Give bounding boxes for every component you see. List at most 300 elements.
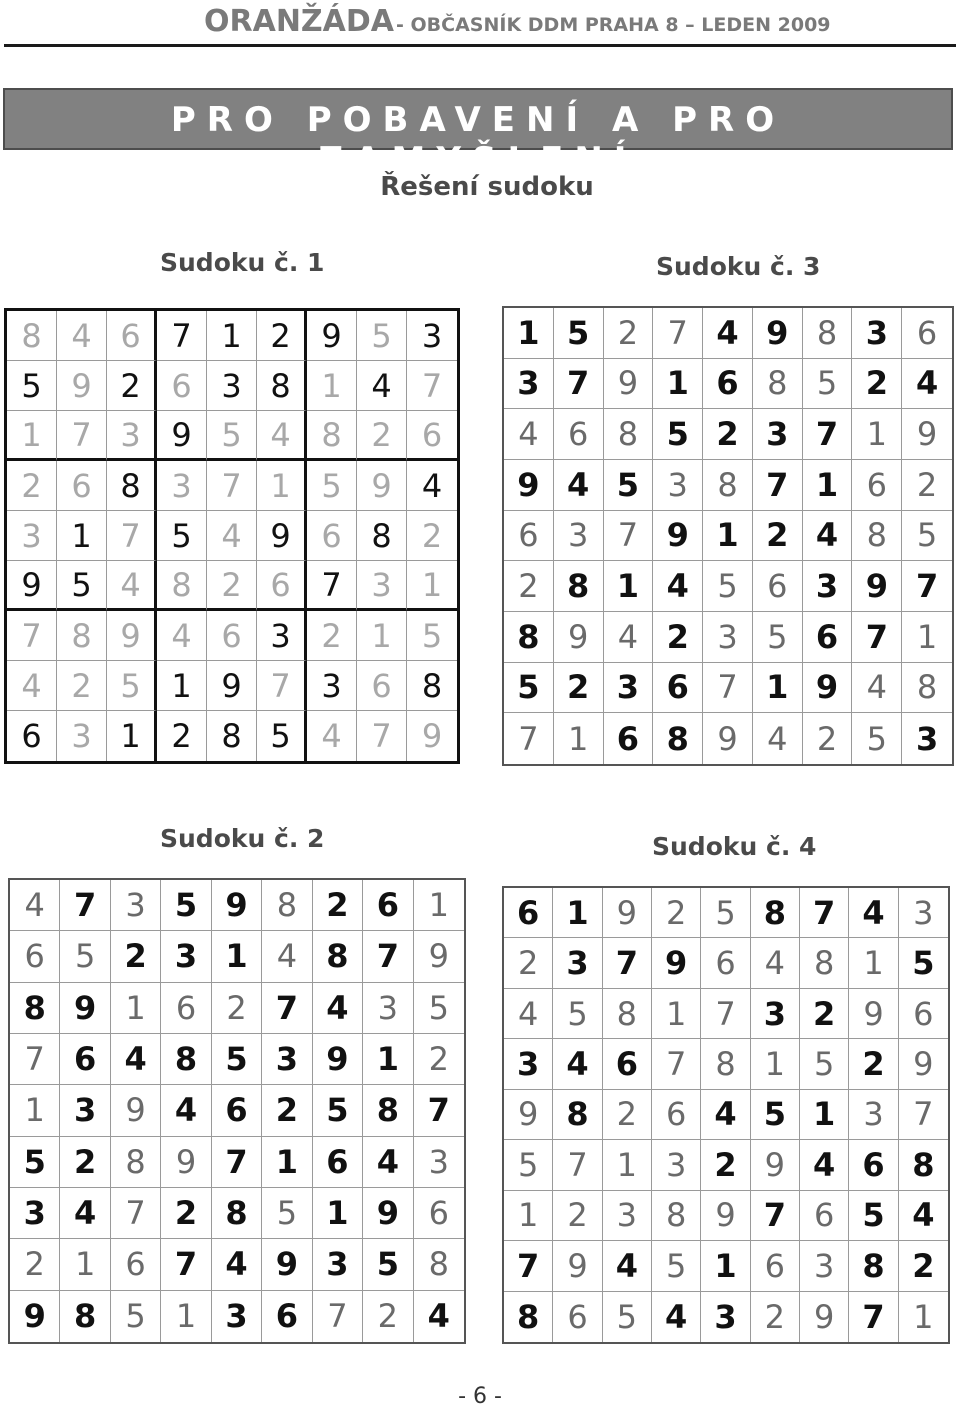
sudoku-cell: 7 — [701, 989, 750, 1039]
sudoku-cell: 4 — [111, 1034, 161, 1085]
sudoku-cell: 5 — [604, 460, 654, 511]
sudoku-cell: 8 — [652, 1191, 701, 1241]
sudoku-cell: 2 — [800, 989, 849, 1039]
sudoku-cell: 5 — [161, 880, 211, 931]
sudoku-cell: 4 — [407, 461, 457, 511]
sudoku-cell: 9 — [751, 1140, 800, 1190]
sudoku-cell: 7 — [504, 1241, 553, 1291]
sudoku-cell: 1 — [7, 411, 57, 461]
sudoku-cell: 7 — [414, 1085, 464, 1136]
sudoku-cell: 2 — [701, 1140, 750, 1190]
sudoku-cell: 5 — [60, 931, 110, 982]
sudoku-cell: 1 — [357, 611, 407, 661]
sudoku-cell: 2 — [7, 461, 57, 511]
sudoku-cell: 7 — [653, 308, 703, 359]
banner-text: PRO POBAVENÍ A PRO ZAMYŠLENÍ — [170, 100, 786, 180]
sudoku-cell: 2 — [161, 1188, 211, 1239]
sudoku-cell: 1 — [554, 713, 604, 764]
sudoku-cell: 5 — [407, 611, 457, 661]
sudoku-cell: 9 — [653, 511, 703, 562]
sudoku-cell: 3 — [652, 1140, 701, 1190]
masthead — [0, 0, 960, 48]
sudoku-cell: 4 — [262, 931, 312, 982]
sudoku-cell: 6 — [553, 1292, 602, 1342]
sudoku-cell: 3 — [703, 612, 753, 663]
sudoku-cell: 3 — [363, 983, 413, 1034]
sudoku-cell: 2 — [262, 1085, 312, 1136]
sudoku-cell: 8 — [554, 561, 604, 612]
sudoku-cell: 2 — [212, 983, 262, 1034]
sudoku-cell: 3 — [751, 989, 800, 1039]
sudoku-cell: 2 — [407, 511, 457, 561]
sudoku-cell: 6 — [414, 1188, 464, 1239]
sudoku-cell: 5 — [800, 1039, 849, 1089]
sudoku-cell: 1 — [603, 1140, 652, 1190]
sudoku-cell: 7 — [107, 511, 157, 561]
sudoku-cell: 6 — [161, 983, 211, 1034]
sudoku-cell: 4 — [107, 561, 157, 611]
sudoku-cell: 1 — [414, 880, 464, 931]
sudoku-cell: 9 — [703, 713, 753, 764]
sudoku-cell: 7 — [10, 1034, 60, 1085]
sudoku-cell: 3 — [161, 931, 211, 982]
sudoku-cell: 5 — [157, 511, 207, 561]
sudoku-cell: 8 — [414, 1239, 464, 1290]
sudoku-cell: 7 — [852, 612, 902, 663]
sudoku-cell: 5 — [554, 308, 604, 359]
sudoku-cell: 8 — [161, 1034, 211, 1085]
sudoku-cell: 5 — [257, 711, 307, 761]
sudoku-cell: 3 — [207, 361, 257, 411]
sudoku-cell: 9 — [902, 409, 952, 460]
sudoku-cell: 8 — [357, 511, 407, 561]
sudoku-cell: 8 — [7, 311, 57, 361]
sudoku-cell: 9 — [899, 1039, 948, 1089]
sudoku-cell: 2 — [111, 931, 161, 982]
sudoku-cell: 5 — [849, 1191, 898, 1241]
sudoku-cell: 1 — [803, 460, 853, 511]
sudoku-cell: 7 — [553, 1140, 602, 1190]
sudoku-cell: 7 — [800, 888, 849, 938]
sudoku-cell: 8 — [751, 888, 800, 938]
sudoku-cell: 6 — [604, 713, 654, 764]
sudoku-cell: 3 — [10, 1188, 60, 1239]
sudoku-cell: 1 — [653, 359, 703, 410]
sudoku-cell: 2 — [703, 409, 753, 460]
sudoku-cell: 8 — [407, 661, 457, 711]
sudoku-cell: 1 — [60, 1239, 110, 1290]
sudoku-cell: 9 — [262, 1239, 312, 1290]
sudoku-cell: 5 — [803, 359, 853, 410]
sudoku-cell: 5 — [899, 938, 948, 988]
sudoku-cell: 8 — [701, 1039, 750, 1089]
sudoku-cell: 4 — [157, 611, 207, 661]
sudoku-cell: 6 — [57, 461, 107, 511]
sudoku-cell: 9 — [107, 611, 157, 661]
sudoku-cell: 6 — [257, 561, 307, 611]
sudoku-cell: 9 — [421, 717, 443, 755]
sudoku-cell: 7 — [803, 409, 853, 460]
sudoku-cell: 2 — [902, 460, 952, 511]
sudoku-cell: 4 — [852, 663, 902, 714]
sudoku-cell: 7 — [313, 1291, 363, 1342]
sudoku-cell: 7 — [357, 711, 407, 761]
sudoku-cell: 8 — [207, 711, 257, 761]
sudoku-cell: 6 — [753, 561, 803, 612]
sudoku-cell: 1 — [751, 1039, 800, 1089]
sudoku-cell: 3 — [554, 511, 604, 562]
sudoku-cell: 2 — [363, 1291, 413, 1342]
sudoku-cell: 8 — [107, 461, 157, 511]
sudoku-cell: 4 — [257, 411, 307, 461]
sudoku-cell: 6 — [653, 663, 703, 714]
sudoku-cell: 2 — [653, 612, 703, 663]
sudoku-cell: 4 — [427, 1297, 450, 1336]
sudoku-cell: 7 — [207, 461, 257, 511]
sudoku-cell: 8 — [307, 411, 357, 461]
sudoku-cell: 4 — [703, 308, 753, 359]
sudoku-cell: 6 — [902, 308, 952, 359]
sudoku-cell: 4 — [899, 1191, 948, 1241]
sudoku-cell: 3 — [849, 1090, 898, 1140]
sudoku-cell: 6 — [800, 1191, 849, 1241]
sudoku-cell: 3 — [357, 561, 407, 611]
sudoku-cell: 5 — [852, 713, 902, 764]
sudoku-cell: 4 — [212, 1239, 262, 1290]
sudoku-cell: 4 — [207, 511, 257, 561]
sudoku-cell: 4 — [504, 409, 554, 460]
sudoku-cell: 9 — [363, 1188, 413, 1239]
sudoku-cell: 5 — [504, 1140, 553, 1190]
sudoku-cell: 9 — [111, 1085, 161, 1136]
sudoku-cell: 3 — [407, 311, 457, 361]
sudoku-cell: 3 — [800, 1241, 849, 1291]
sudoku-cell: 4 — [652, 1292, 701, 1342]
sudoku-cell: 9 — [212, 880, 262, 931]
sudoku-cell: 3 — [57, 711, 107, 761]
sudoku-cell: 9 — [604, 359, 654, 410]
sudoku-cell: 6 — [554, 409, 604, 460]
sudoku-cell: 3 — [504, 359, 554, 410]
sudoku-cell: 1 — [111, 983, 161, 1034]
sudoku-cell: 6 — [111, 1239, 161, 1290]
sudoku-cell: 6 — [107, 311, 157, 361]
sudoku-cell: 6 — [307, 511, 357, 561]
sudoku-cell: 8 — [504, 1292, 553, 1342]
sudoku-cell: 2 — [57, 661, 107, 711]
sudoku-cell: 3 — [603, 1191, 652, 1241]
sudoku-cell: 4 — [363, 1137, 413, 1188]
sudoku-cell: 2 — [603, 1090, 652, 1140]
sudoku-cell: 9 — [852, 561, 902, 612]
sudoku-cell: 4 — [753, 713, 803, 764]
sudoku-cell: 1 — [157, 661, 207, 711]
section-title: Řešení sudoku — [380, 172, 594, 202]
page-number: - 6 - — [458, 1384, 502, 1409]
sudoku-cell: 5 — [902, 511, 952, 562]
sudoku-cell: 6 — [7, 711, 57, 761]
sudoku-cell: 4 — [701, 1090, 750, 1140]
masthead-subtitle: - OBČASNÍK DDM PRAHA 8 – LEDEN 2009 — [396, 14, 831, 36]
sudoku-cell: 1 — [753, 663, 803, 714]
sudoku-cell: 9 — [357, 461, 407, 511]
sudoku-cell: 7 — [751, 1191, 800, 1241]
sudoku-cell: 3 — [107, 411, 157, 461]
sudoku-cell: 2 — [849, 1039, 898, 1089]
sudoku-cell: 5 — [414, 983, 464, 1034]
sudoku-cell: 8 — [262, 880, 312, 931]
puzzle-title-4: Sudoku č. 4 — [652, 832, 817, 861]
sudoku-cell: 6 — [652, 1090, 701, 1140]
sudoku-cell: 7 — [363, 931, 413, 982]
sudoku-cell: 5 — [701, 888, 750, 938]
sudoku-cell: 2 — [414, 1034, 464, 1085]
sudoku-cell: 2 — [604, 308, 654, 359]
sudoku-cell: 1 — [849, 938, 898, 988]
sudoku-cell: 9 — [57, 361, 107, 411]
sudoku-cell: 2 — [313, 880, 363, 931]
sudoku-cell: 8 — [899, 1140, 948, 1190]
sudoku-cell: 7 — [161, 1239, 211, 1290]
sudoku-cell: 5 — [207, 411, 257, 461]
sudoku-cell: 1 — [701, 1241, 750, 1291]
sudoku-cell: 5 — [603, 1292, 652, 1342]
sudoku-cell: 6 — [313, 1137, 363, 1188]
sudoku-cell: 2 — [60, 1137, 110, 1188]
sudoku-cell: 6 — [751, 1241, 800, 1291]
sudoku-cell: 1 — [652, 989, 701, 1039]
sudoku-cell: 3 — [701, 1292, 750, 1342]
sudoku-cell: 5 — [751, 1090, 800, 1140]
sudoku-cell: 9 — [753, 308, 803, 359]
sudoku-cell: 4 — [803, 511, 853, 562]
sudoku-cell: 9 — [7, 561, 57, 611]
sudoku-cell: 1 — [307, 361, 357, 411]
sudoku-cell: 3 — [307, 661, 357, 711]
sudoku-cell: 3 — [803, 561, 853, 612]
sudoku-cell: 2 — [10, 1239, 60, 1290]
sudoku-cell: 1 — [207, 311, 257, 361]
sudoku-cell: 9 — [553, 1241, 602, 1291]
sudoku-cell: 9 — [603, 888, 652, 938]
sudoku-cell: 1 — [504, 308, 554, 359]
puzzle-title-2: Sudoku č. 2 — [160, 824, 325, 853]
sudoku-cell: 1 — [257, 461, 307, 511]
sudoku-cell: 7 — [307, 561, 357, 611]
sudoku-cell: 4 — [7, 661, 57, 711]
sudoku-cell: 7 — [652, 1039, 701, 1089]
sudoku-cell: 3 — [60, 1085, 110, 1136]
sudoku-cell: 3 — [504, 1039, 553, 1089]
sudoku-cell: 3 — [212, 1291, 262, 1342]
sudoku-cell: 4 — [10, 880, 60, 931]
sudoku-cell: 5 — [553, 989, 602, 1039]
sudoku-cell: 7 — [60, 880, 110, 931]
sudoku-cell: 5 — [10, 1137, 60, 1188]
sudoku-cell: 1 — [902, 612, 952, 663]
sudoku-cell: 6 — [357, 661, 407, 711]
sudoku-cell: 4 — [653, 561, 703, 612]
sudoku-cell: 2 — [899, 1241, 948, 1291]
sudoku-cell: 2 — [207, 561, 257, 611]
sudoku-cell: 7 — [212, 1137, 262, 1188]
sudoku-cell: 8 — [313, 931, 363, 982]
sudoku-cell: 1 — [262, 1137, 312, 1188]
sudoku-cell: 3 — [553, 938, 602, 988]
sudoku-cell: 3 — [753, 409, 803, 460]
sudoku-cell: 5 — [107, 661, 157, 711]
sudoku-cell: 1 — [800, 1090, 849, 1140]
sudoku-cell: 5 — [653, 409, 703, 460]
sudoku-cell: 5 — [111, 1291, 161, 1342]
sudoku-cell: 9 — [157, 411, 207, 461]
sudoku-cell: 2 — [751, 1292, 800, 1342]
sudoku-cell: 7 — [57, 411, 107, 461]
sudoku-cell: 8 — [60, 1291, 110, 1342]
masthead-brand: ORANŽÁDA — [204, 4, 395, 39]
sudoku-cell: 1 — [604, 561, 654, 612]
sudoku-cell: 8 — [111, 1137, 161, 1188]
sudoku-cell: 2 — [157, 711, 207, 761]
sudoku-cell: 7 — [7, 611, 57, 661]
sudoku-cell: 8 — [553, 1090, 602, 1140]
sudoku-cell: 2 — [803, 713, 853, 764]
sudoku-cell: 5 — [262, 1188, 312, 1239]
sudoku-cell: 9 — [701, 1191, 750, 1241]
sudoku-cell: 7 — [753, 460, 803, 511]
sudoku-cell: 7 — [262, 983, 312, 1034]
sudoku-cell: 2 — [852, 359, 902, 410]
sudoku-cell: 9 — [414, 931, 464, 982]
sudoku-cell: 5 — [57, 561, 107, 611]
sudoku-cell: 4 — [751, 938, 800, 988]
sudoku-cell: 2 — [553, 1191, 602, 1241]
sudoku-cell: 1 — [57, 511, 107, 561]
sudoku-cell: 4 — [161, 1085, 211, 1136]
sudoku-cell: 6 — [363, 880, 413, 931]
sudoku-cell: 2 — [307, 611, 357, 661]
sudoku-cell: 4 — [60, 1188, 110, 1239]
puzzle-title-3: Sudoku č. 3 — [656, 252, 821, 281]
sudoku-cell: 9 — [652, 938, 701, 988]
sudoku-cell: 5 — [753, 612, 803, 663]
masthead-rule — [4, 44, 956, 47]
sudoku-cell: 8 — [212, 1188, 262, 1239]
sudoku-cell: 6 — [852, 460, 902, 511]
sudoku-cell: 9 — [307, 311, 357, 361]
sudoku-cell: 5 — [363, 1239, 413, 1290]
sudoku-grid-3 — [502, 306, 954, 766]
sudoku-cell: 7 — [257, 661, 307, 711]
sudoku-cell: 7 — [703, 663, 753, 714]
sudoku-cell: 5 — [357, 311, 407, 361]
sudoku-cell: 7 — [157, 311, 207, 361]
sudoku-cell: 4 — [553, 1039, 602, 1089]
sudoku-cell: 8 — [10, 983, 60, 1034]
sudoku-cell: 8 — [753, 359, 803, 410]
sudoku-cell: 1 — [161, 1291, 211, 1342]
sudoku-cell: 2 — [504, 561, 554, 612]
sudoku-grid-2 — [8, 878, 466, 1344]
sudoku-cell: 2 — [357, 411, 407, 461]
sudoku-cell: 8 — [604, 409, 654, 460]
sudoku-cell: 1 — [553, 888, 602, 938]
sudoku-cell: 1 — [313, 1188, 363, 1239]
sudoku-cell: 7 — [849, 1292, 898, 1342]
sudoku-cell: 8 — [257, 361, 307, 411]
sudoku-cell: 6 — [504, 888, 553, 938]
sudoku-cell: 1 — [703, 511, 753, 562]
sudoku-cell: 2 — [257, 311, 307, 361]
sudoku-cell: 6 — [849, 1140, 898, 1190]
sudoku-cell: 4 — [504, 989, 553, 1039]
sudoku-cell: 2 — [554, 663, 604, 714]
sudoku-cell: 8 — [803, 308, 853, 359]
sudoku-cell: 7 — [603, 938, 652, 988]
sudoku-cell: 3 — [899, 888, 948, 938]
sudoku-cell: 7 — [407, 361, 457, 411]
sudoku-cell: 4 — [849, 888, 898, 938]
sudoku-cell: 8 — [800, 938, 849, 988]
sudoku-cell: 9 — [849, 989, 898, 1039]
sudoku-cell: 9 — [504, 460, 554, 511]
sudoku-cell: 6 — [504, 511, 554, 562]
sudoku-cell: 7 — [504, 713, 554, 764]
sudoku-cell: 1 — [212, 931, 262, 982]
sudoku-cell: 9 — [504, 1090, 553, 1140]
sudoku-cell: 7 — [902, 561, 952, 612]
sudoku-cell: 8 — [849, 1241, 898, 1291]
sudoku-cell: 9 — [257, 511, 307, 561]
sudoku-cell: 3 — [7, 511, 57, 561]
sudoku-cell: 8 — [603, 989, 652, 1039]
sudoku-cell: 5 — [313, 1085, 363, 1136]
sudoku-cell: 3 — [852, 308, 902, 359]
sudoku-cell: 6 — [212, 1085, 262, 1136]
sudoku-cell: 1 — [363, 1034, 413, 1085]
sudoku-cell: 3 — [262, 1034, 312, 1085]
sudoku-cell: 5 — [652, 1241, 701, 1291]
sudoku-cell: 6 — [803, 612, 853, 663]
sudoku-cell: 7 — [604, 511, 654, 562]
sudoku-grid-1 — [4, 308, 460, 764]
sudoku-cell: 9 — [554, 612, 604, 663]
sudoku-cell: 4 — [604, 612, 654, 663]
sudoku-cell: 2 — [753, 511, 803, 562]
sudoku-cell: 9 — [800, 1292, 849, 1342]
sudoku-cell: 8 — [902, 663, 952, 714]
sudoku-cell: 6 — [703, 359, 753, 410]
sudoku-cell: 8 — [852, 511, 902, 562]
sudoku-cell: 7 — [554, 359, 604, 410]
sudoku-grid-4 — [502, 886, 950, 1344]
sudoku-cell: 2 — [504, 938, 553, 988]
sudoku-cell: 6 — [603, 1039, 652, 1089]
sudoku-cell: 4 — [57, 311, 107, 361]
sudoku-cell: 6 — [701, 938, 750, 988]
sudoku-cell: 9 — [313, 1034, 363, 1085]
sudoku-cell: 4 — [357, 361, 407, 411]
sudoku-cell: 3 — [313, 1239, 363, 1290]
sudoku-cell: 1 — [504, 1191, 553, 1241]
sudoku-cell: 6 — [899, 989, 948, 1039]
sudoku-cell: 8 — [57, 611, 107, 661]
sudoku-cell: 6 — [10, 931, 60, 982]
sudoku-cell: 9 — [60, 983, 110, 1034]
sudoku-cell: 9 — [161, 1137, 211, 1188]
sudoku-cell: 3 — [257, 611, 307, 661]
sudoku-cell: 8 — [363, 1085, 413, 1136]
